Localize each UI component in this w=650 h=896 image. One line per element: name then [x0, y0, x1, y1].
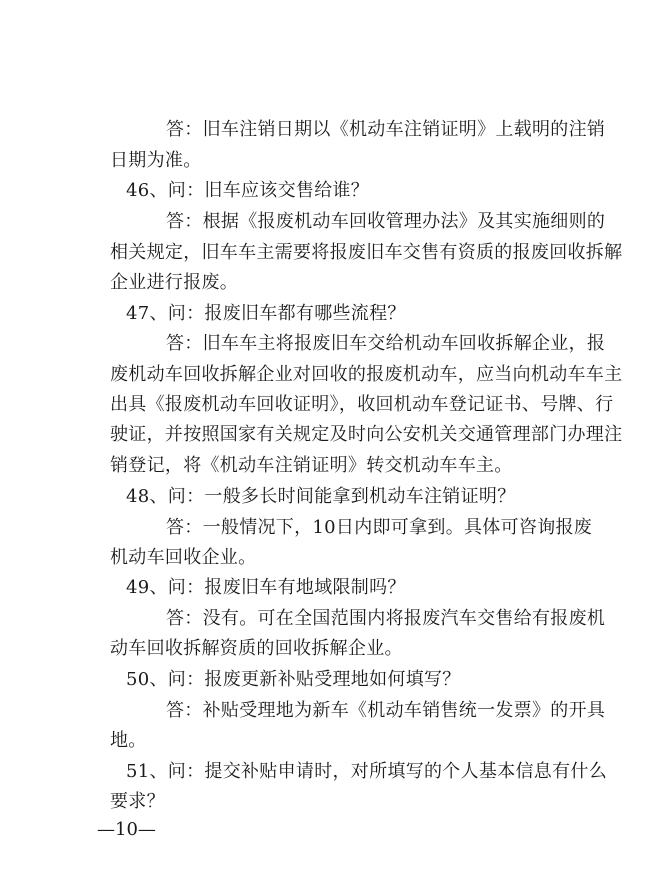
- answer-46-line-1: 答：根据《报废机动车回收管理办法》及其实施细则的: [166, 211, 606, 232]
- answer-47-line-5: 销登记，将《机动车注销证明》转交机动车车主。: [110, 455, 513, 476]
- answer-48-line-2: 机动车回收企业。: [110, 547, 257, 568]
- question-48: 48、问：一般多长时间能拿到机动车注销证明？: [126, 486, 516, 507]
- answer-49-line-2: 动车回收拆解资质的回收拆解企业。: [110, 638, 403, 659]
- question-47: 47、问：报废旧车都有哪些流程？: [126, 303, 406, 324]
- answer-49-line-1: 答：没有。可在全国范围内将报废汽车交售给有报废机: [166, 608, 606, 629]
- answer-47-line-4: 驶证，并按照国家有关规定及时向公安机关交通管理部门办理注: [110, 424, 623, 445]
- question-50: 50、问：报废更新补贴受理地如何填写？: [126, 669, 461, 690]
- answer-48-line-1: 答：一般情况下，10日内即可拿到。具体可咨询报废: [166, 517, 593, 538]
- answer-50-line-1: 答：补贴受理地为新车《机动车销售统一发票》的开具: [166, 700, 606, 721]
- answer-45-line-2: 日期为准。: [110, 150, 202, 171]
- answer-47-line-2: 废机动车回收拆解企业对回收的报废机动车，应当向机动车车主: [110, 364, 623, 385]
- question-49: 49、问：报废旧车有地域限制吗？: [126, 577, 406, 598]
- question-51-line-2: 要求？: [110, 791, 165, 812]
- page-number: —10—: [97, 819, 156, 840]
- answer-50-line-2: 地。: [110, 730, 147, 751]
- question-46: 46、问：旧车应该交售给谁？: [126, 180, 370, 201]
- answer-45-line-1: 答：旧车注销日期以《机动车注销证明》上载明的注销: [166, 119, 606, 140]
- answer-46-line-2: 相关规定，旧车车主需要将报废旧车交售有资质的报废回收拆解: [110, 242, 623, 263]
- answer-47-line-3: 出具《报废机动车回收证明》，收回机动车登记证书、号牌、行: [110, 394, 614, 415]
- question-51-line-1: 51、问：提交补贴申请时，对所填写的个人基本信息有什么: [126, 761, 608, 782]
- answer-47-line-1: 答：旧车车主将报废旧车交给机动车回收拆解企业，报: [166, 333, 606, 354]
- answer-46-line-3: 企业进行报废。: [110, 272, 239, 293]
